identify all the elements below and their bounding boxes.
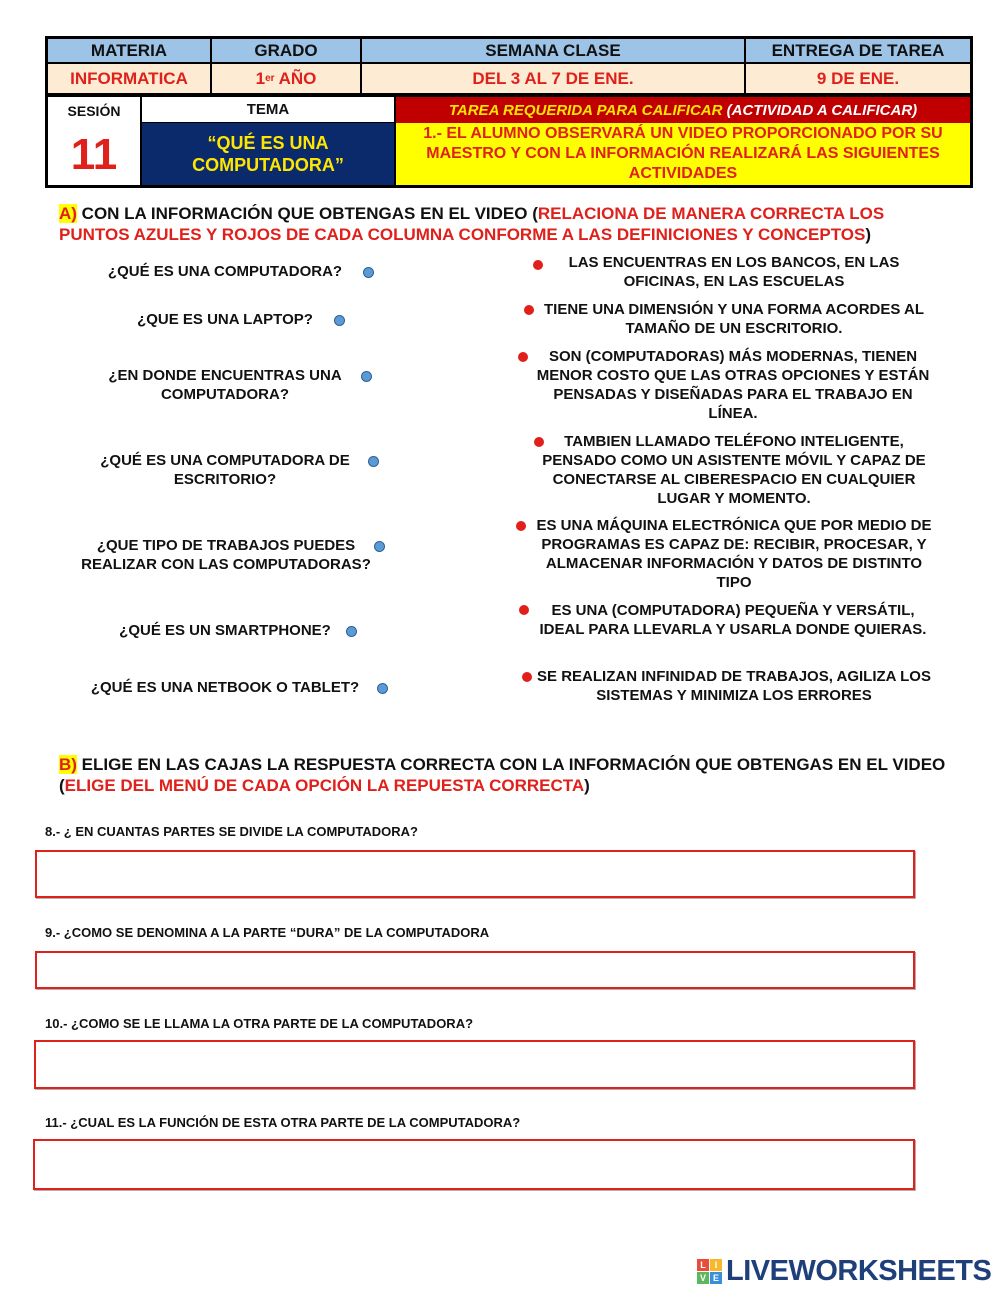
section-a-title [59, 203, 959, 245]
answer-box-10[interactable] [34, 1040, 915, 1089]
match-answer: ES UNA MÁQUINA ELECTRÓNICA QUE POR MEDIO DE PROGRAMAS ES CAPAZ DE: RECIBIR, PROCESAR, Y ALMACENAR INFORMACIÓN Y DATOS DE DISTINTO TIPO [536, 517, 932, 591]
tema-label: TEMA [142, 97, 396, 123]
semana-label: SEMANA CLASE [362, 39, 746, 64]
match-answer: LAS ENCUENTRAS EN LOS BANCOS, EN LAS OFICINAS, EN LAS ESCUELAS [568, 254, 900, 290]
red-dot[interactable] [522, 672, 532, 682]
logo-letter-e: E [710, 1272, 722, 1284]
section-b-letter: B) [59, 755, 77, 774]
materia-value: INFORMATICA [48, 64, 212, 93]
match-answer: SE REALIZAN INFINIDAD DE TRABAJOS, AGILIZA LOS SISTEMAS Y MINIMIZA LOS ERRORES [537, 668, 931, 704]
red-dot[interactable] [533, 260, 543, 270]
match-question: ¿QUÉ ES UNA NETBOOK O TABLET? [90, 679, 360, 696]
section-a-instruction: RELACIONA DE MANERA CORRECTA LOS PUNTOS AZULES Y ROJOS DE CADA COLUMNA CONFORME A LAS DEFINICIONES Y CONCEPTOS [59, 204, 885, 244]
match-question: ¿QUE TIPO DE TRABAJOS PUEDES REALIZAR CON LAS COMPUTADORAS? [81, 537, 371, 573]
match-answer: ES UNA (COMPUTADORA) PEQUEÑA Y VERSÁTIL, IDEAL PARA LLEVARLA Y USARLA DONDE QUIERAS. [539, 602, 927, 638]
sesion-value: 11 [48, 125, 142, 185]
blue-dot[interactable] [334, 315, 345, 326]
answer-box-8[interactable] [35, 850, 915, 898]
logo-text: LIVEWORKSHEETS [726, 1255, 992, 1287]
match-question: ¿QUÉ ES UN SMARTPHONE? [119, 622, 331, 639]
red-dot[interactable] [518, 352, 528, 362]
section-b-close: ) [584, 776, 590, 795]
grado-rest: AÑO [274, 68, 317, 88]
open-question-11: 11.- ¿CUAL ES LA FUNCIÓN DE ESTA OTRA PARTE DE LA COMPUTADORA? [45, 1115, 521, 1130]
red-dot[interactable] [519, 605, 529, 615]
section-a-close: ) [865, 225, 872, 244]
logo-letter-l: L [697, 1259, 709, 1271]
grado-label: GRADO [212, 39, 362, 64]
open-question-9: 9.- ¿COMO SE DENOMINA A LA PARTE “DURA” DE LA COMPUTADORA [45, 925, 490, 940]
logo-letter-v: V [697, 1272, 709, 1284]
match-answer: TAMBIEN LLAMADO TELÉFONO INTELIGENTE, PENSADO COMO UN ASISTENTE MÓVIL Y CAPAZ DE CONECTARSE AL CIBERESPACIO EN CUALQUIER LUGAR Y MOMENTO. [542, 433, 926, 507]
match-answer: TIENE UNA DIMENSIÓN Y UNA FORMA ACORDES AL TAMAÑO DE UN ESCRITORIO. [543, 301, 925, 337]
blue-dot[interactable] [368, 456, 379, 467]
match-answer: SON (COMPUTADORAS) MÁS MODERNAS, TIENEN MENOR COSTO QUE LAS OTRAS OPCIONES Y ESTÁN PENSADAS Y DISEÑADAS PARA EL TRABAJO EN LÍNEA. [536, 348, 930, 422]
section-b-text: ELIGE EN LAS CAJAS LA RESPUESTA CORRECTA CON LA INFORMACIÓN QUE OBTENGAS EN EL VIDEO ( [59, 755, 951, 795]
answer-box-11[interactable] [33, 1139, 915, 1190]
blue-dot[interactable] [374, 541, 385, 552]
section-b-title [59, 754, 959, 796]
open-question-10: 10.- ¿COMO SE LE LLAMA LA OTRA PARTE DE LA COMPUTADORA? [45, 1016, 474, 1031]
grado-value [212, 64, 362, 93]
section-a-text: CON LA INFORMACIÓN QUE OBTENGAS EN EL VIDEO ( [76, 204, 538, 223]
blue-dot[interactable] [363, 267, 374, 278]
open-question-8: 8.- ¿ EN CUANTAS PARTES SE DIVIDE LA COMPUTADORA? [45, 824, 418, 839]
match-question: ¿QUÉ ES UNA COMPUTADORA? [107, 263, 343, 280]
sesion-label: SESIÓN [48, 97, 142, 125]
header-table-top [45, 36, 973, 96]
red-dot[interactable] [524, 305, 534, 315]
match-question: ¿QUÉ ES UNA COMPUTADORA DE ESCRITORIO? [100, 452, 350, 488]
materia-label: MATERIA [48, 39, 212, 64]
tarea-label [396, 97, 970, 123]
section-a-letter: A) [59, 204, 77, 223]
section-b-instruction: ELIGE DEL MENÚ DE CADA OPCIÓN LA REPUESTA CORRECTA [64, 776, 585, 795]
match-question: ¿QUE ES UNA LAPTOP? [137, 311, 313, 328]
logo-letter-i: I [710, 1259, 722, 1271]
grado-number: 1 [255, 68, 266, 88]
logo-icon [697, 1259, 722, 1284]
match-question: ¿EN DONDE ENCUENTRAS UNA COMPUTADORA? [108, 367, 342, 403]
blue-dot[interactable] [377, 683, 388, 694]
tarea-text: 1.- EL ALUMNO OBSERVARÁ UN VIDEO PROPORCIONADO POR SU MAESTRO Y CON LA INFORMACIÓN REALIZARÁ LAS SIGUIENTES ACTIVIDADES [396, 123, 970, 185]
red-dot[interactable] [516, 521, 526, 531]
grado-superscript: er [265, 73, 275, 84]
blue-dot[interactable] [346, 626, 357, 637]
blue-dot[interactable] [361, 371, 372, 382]
tarea-label-main: TAREA REQUERIDA PARA CALIFICAR [448, 101, 723, 119]
semana-value: DEL 3 AL 7 DE ENE. [362, 64, 746, 93]
entrega-label: ENTREGA DE TAREA [746, 39, 970, 64]
tema-value: “QUÉ ES UNA COMPUTADORA” [142, 123, 396, 185]
liveworksheets-logo [697, 1255, 991, 1288]
entrega-value: 9 DE ENE. [746, 64, 970, 93]
tarea-label-paren: (ACTIVIDAD A CALIFICAR) [722, 101, 918, 119]
header-table-bottom [45, 94, 973, 188]
answer-box-9[interactable] [35, 951, 915, 989]
